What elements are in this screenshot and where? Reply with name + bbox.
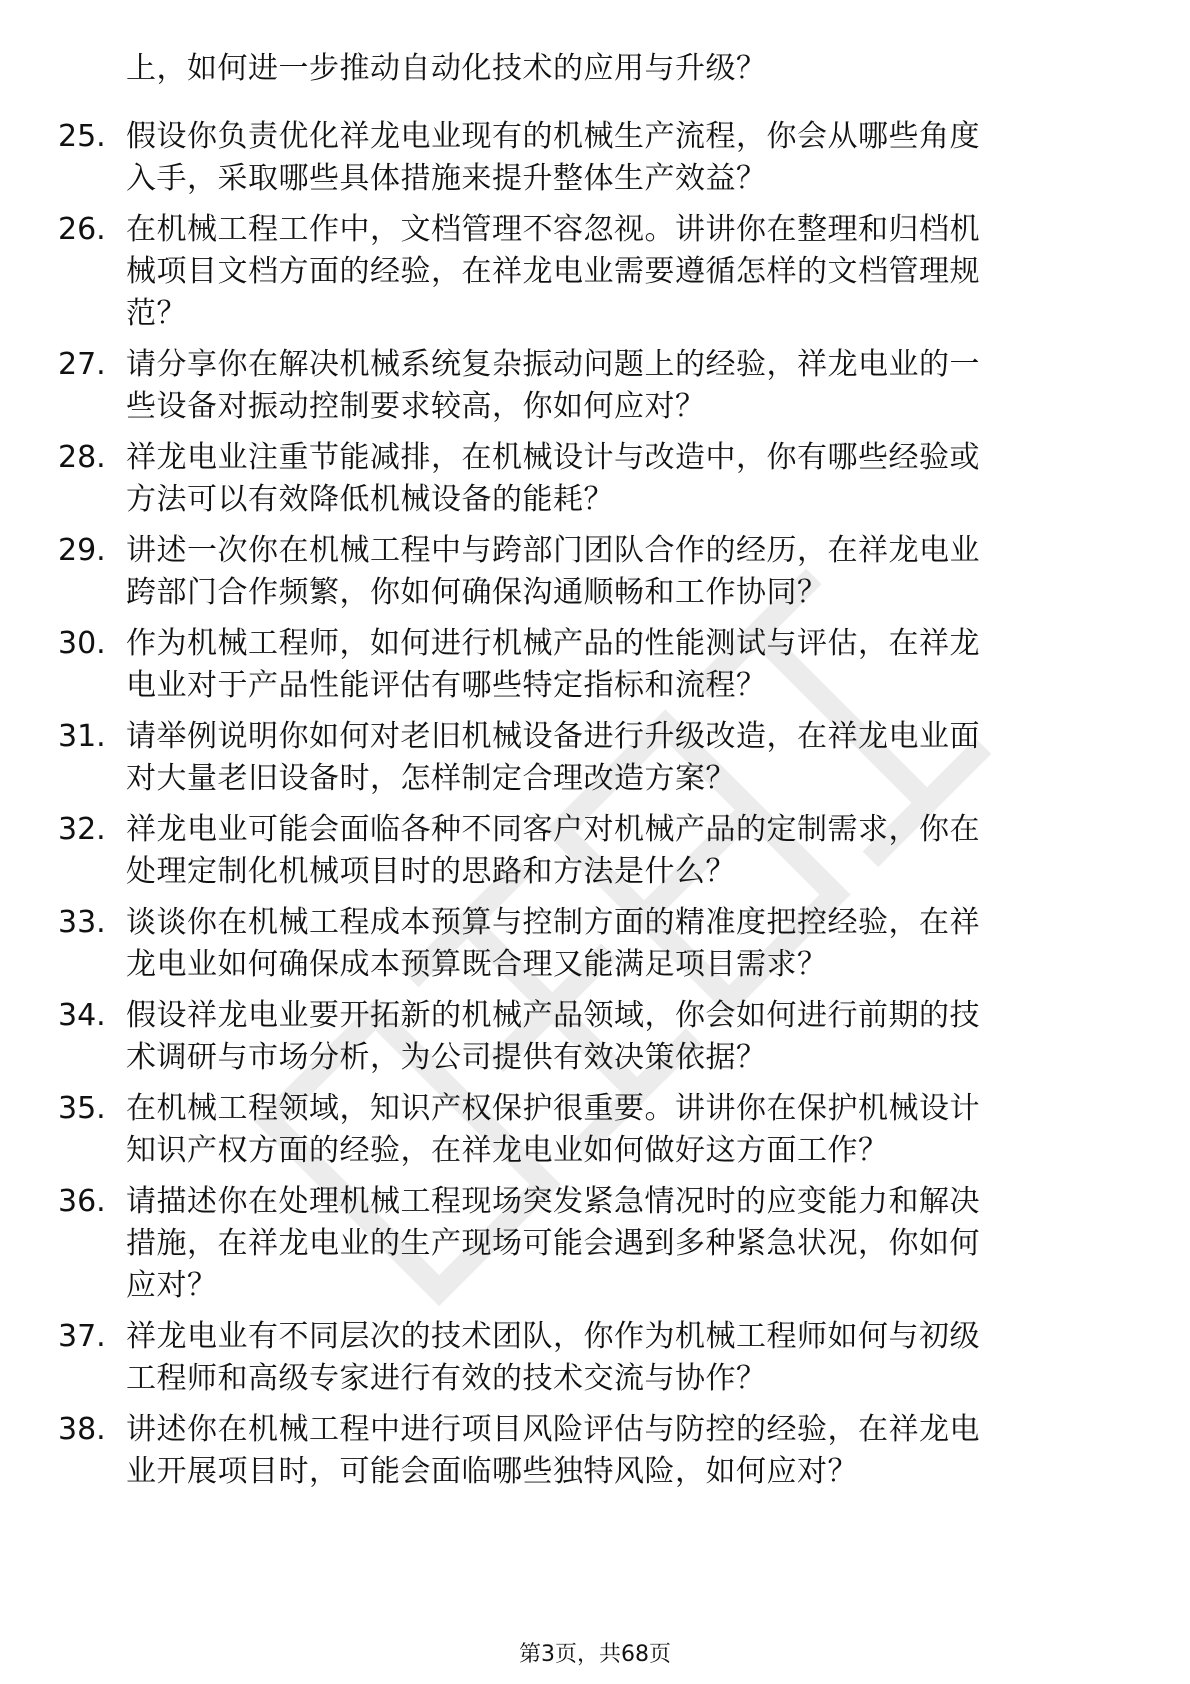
question-item	[0, 623, 1190, 707]
question-text	[126, 437, 1111, 521]
question-line: 请分享你在解决机械系统复杂振动问题上的经验，祥龙电业的一	[126, 347, 980, 382]
question-item	[0, 1088, 1190, 1172]
question-item	[0, 995, 1190, 1079]
question-line: 假设你负责优化祥龙电业现有的机械生产流程，你会从哪些角度	[126, 119, 980, 154]
question-line: 假设祥龙电业要开拓新的机械产品领域，你会如何进行前期的技	[126, 998, 980, 1033]
question-line: 对大量老旧设备时，怎样制定合理改造方案？	[126, 761, 736, 796]
question-line: 讲述你在机械工程中进行项目风险评估与防控的经验，在祥龙电	[126, 1412, 980, 1447]
question-line: 应对？	[126, 1268, 218, 1303]
question-line: 在机械工程领域，知识产权保护很重要。讲讲你在保护机械设计	[126, 1091, 980, 1126]
question-line: 些设备对振动控制要求较高，你如何应对？	[126, 389, 706, 424]
question-number: 31.	[58, 719, 106, 754]
question-line: 入手，采取哪些具体措施来提升整体生产效益？	[126, 161, 767, 196]
question-number: 34.	[58, 998, 106, 1033]
question-text	[126, 1409, 1111, 1493]
question-number: 38.	[58, 1412, 106, 1447]
question-line: 祥龙电业注重节能减排，在机械设计与改造中，你有哪些经验或	[126, 440, 980, 475]
question-item	[0, 1409, 1190, 1493]
question-line: 请举例说明你如何对老旧机械设备进行升级改造，在祥龙电业面	[126, 719, 980, 754]
question-line: 龙电业如何确保成本预算既合理又能满足项目需求？	[126, 947, 828, 982]
question-line: 电业对于产品性能评估有哪些特定指标和流程？	[126, 668, 767, 703]
question-line: 械项目文档方面的经验，在祥龙电业需要遵循怎样的文档管理规	[126, 254, 980, 289]
question-number: 27.	[58, 347, 106, 382]
question-line: 范？	[126, 296, 187, 331]
question-number: 36.	[58, 1184, 106, 1219]
question-line: 作为机械工程师，如何进行机械产品的性能测试与评估，在祥龙	[126, 626, 980, 661]
question-number: 32.	[58, 812, 106, 847]
continued-question-text: 上，如何进一步推动自动化技术的应用与升级？	[126, 51, 767, 86]
question-text	[126, 809, 1111, 893]
question-line: 在机械工程工作中，文档管理不容忽视。讲讲你在整理和归档机	[126, 212, 980, 247]
question-line: 祥龙电业有不同层次的技术团队，你作为机械工程师如何与初级	[126, 1319, 980, 1354]
question-line: 业开展项目时，可能会面临哪些独特风险，如何应对？	[126, 1454, 858, 1489]
question-number: 30.	[58, 626, 106, 661]
question-text	[126, 116, 1111, 200]
question-text	[126, 623, 1111, 707]
question-line: 谈谈你在机械工程成本预算与控制方面的精准度把控经验，在祥	[126, 905, 980, 940]
question-item	[0, 530, 1190, 614]
question-line: 跨部门合作频繁，你如何确保沟通顺畅和工作协同？	[126, 575, 828, 610]
question-text	[126, 530, 1111, 614]
question-text	[126, 344, 1111, 428]
question-item	[0, 116, 1190, 200]
question-item	[0, 437, 1190, 521]
question-line: 工程师和高级专家进行有效的技术交流与协作？	[126, 1361, 767, 1396]
question-line: 讲述一次你在机械工程中与跨部门团队合作的经历，在祥龙电业	[126, 533, 980, 568]
question-item	[0, 344, 1190, 428]
question-line: 措施，在祥龙电业的生产现场可能会遇到多种紧急状况，你如何	[126, 1226, 980, 1261]
question-line: 方法可以有效降低机械设备的能耗？	[126, 482, 614, 517]
question-number: 37.	[58, 1319, 106, 1354]
question-line: 祥龙电业可能会面临各种不同客户对机械产品的定制需求，你在	[126, 812, 980, 847]
question-line: 处理定制化机械项目时的思路和方法是什么？	[126, 854, 736, 889]
question-line: 知识产权方面的经验，在祥龙电业如何做好这方面工作？	[126, 1133, 889, 1168]
page-number: 第3页，共68页	[519, 1642, 671, 1667]
question-text	[126, 716, 1111, 800]
question-text	[126, 902, 1111, 986]
question-number: 33.	[58, 905, 106, 940]
question-number: 26.	[58, 212, 106, 247]
question-text	[126, 1316, 1111, 1400]
question-number: 35.	[58, 1091, 106, 1126]
question-text	[126, 995, 1111, 1079]
question-number: 29.	[58, 533, 106, 568]
question-line: 请描述你在处理机械工程现场突发紧急情况时的应变能力和解决	[126, 1184, 980, 1219]
question-item	[0, 716, 1190, 800]
question-item	[0, 1316, 1190, 1400]
question-item	[0, 209, 1190, 335]
question-line: 术调研与市场分析，为公司提供有效决策依据？	[126, 1040, 767, 1075]
question-list	[0, 116, 1190, 1502]
question-text	[126, 209, 1111, 335]
question-item	[0, 809, 1190, 893]
question-item	[0, 902, 1190, 986]
question-text	[126, 1088, 1111, 1172]
question-text	[126, 1181, 1111, 1307]
question-item	[0, 1181, 1190, 1307]
question-number: 28.	[58, 440, 106, 475]
question-number: 25.	[58, 119, 106, 154]
